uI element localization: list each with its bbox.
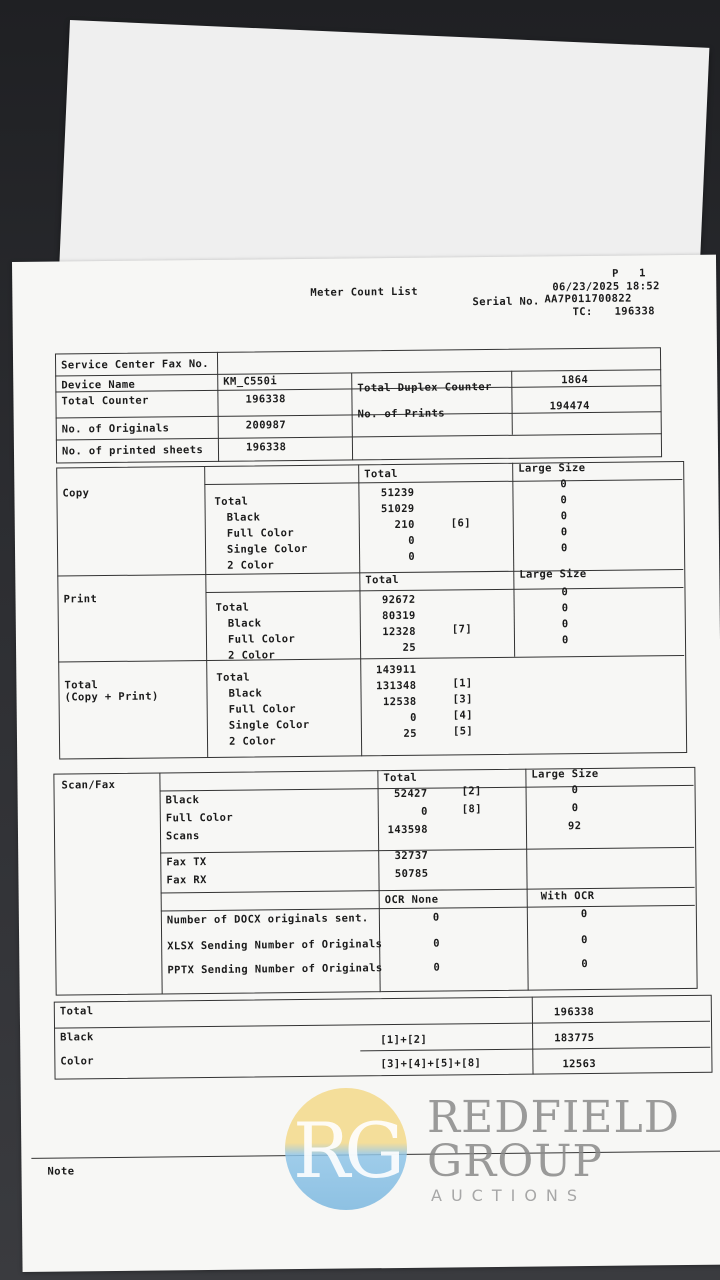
copy-large-header: Large Size	[518, 462, 586, 475]
serial-value: AA7P011700822	[544, 292, 632, 306]
ocr-row-with: 0	[580, 908, 588, 921]
logo-line-1: REDFIELD	[427, 1092, 681, 1143]
scanfax-row-label: Scans	[165, 830, 200, 843]
scanfax-total-header: Total	[383, 771, 418, 785]
total-row-label: Black	[228, 687, 263, 700]
print-row-label: Full Color	[227, 633, 296, 646]
fax-row-value: 50785	[394, 867, 429, 881]
copy-row-large: 0	[560, 494, 568, 507]
grand-total-label: Total	[59, 1005, 94, 1018]
scanfax-row-large: 92	[567, 820, 582, 833]
fax-row-label: Fax TX	[166, 855, 207, 869]
copy-row-value: 0	[408, 534, 416, 547]
copy-row-value: 51029	[380, 502, 415, 516]
with-ocr-header: With OCR	[540, 889, 595, 903]
grand-total-value: 196338	[553, 1005, 595, 1019]
total-row-value: 12538	[382, 695, 417, 709]
print-row-ref: [7]	[451, 623, 473, 636]
ocr-row-with: 0	[581, 958, 589, 971]
print-large-header: Large Size	[519, 568, 587, 581]
scanfax-row-value: 143598	[387, 823, 429, 837]
total-row-label: 2 Color	[228, 735, 277, 748]
printed-sheets-value: 196338	[245, 441, 287, 454]
copy-row-value: 0	[408, 550, 416, 563]
copy-row-ref: [6]	[450, 517, 471, 530]
total-row-label: Total	[216, 671, 251, 684]
scanfax-row-large: 0	[571, 784, 579, 797]
print-row-label: Total	[215, 601, 250, 614]
scanfax-row-value: 0	[420, 805, 428, 818]
print-total-header: Total	[365, 573, 400, 587]
tc-value: 196338	[614, 305, 655, 318]
total-copy-print-sublabel: (Copy + Print)	[64, 690, 159, 704]
total-row-ref: [3]	[452, 693, 473, 706]
copy-row-label: Total	[214, 495, 249, 508]
redfield-group-watermark	[285, 1088, 720, 1218]
print-row-value: 80319	[382, 609, 416, 623]
total-row-value: 0	[409, 711, 417, 724]
ocr-row-label: Number of DOCX originals sent.	[166, 912, 369, 927]
originals-value: 200987	[245, 419, 287, 432]
device-name-value: KM_C550i	[223, 375, 278, 388]
page-number: P 1	[612, 267, 646, 280]
prints-label: No. of Prints	[357, 407, 446, 421]
total-row-ref: [1]	[452, 677, 473, 690]
logo-initials: RG	[293, 1106, 399, 1195]
copy-row-large: 0	[560, 510, 568, 523]
ocr-row-label: XLSX Sending Number of Originals	[167, 938, 383, 953]
scanfax-row-label: Black	[165, 794, 200, 807]
print-row-label: 2 Color	[228, 649, 276, 662]
originals-label: No. of Originals	[61, 422, 170, 436]
scanfax-row-value: 52427	[393, 787, 428, 801]
total-row-label: Full Color	[228, 703, 296, 716]
scanfax-row-label: Full Color	[165, 811, 234, 825]
print-row-value: 92672	[381, 593, 416, 607]
print-row-large: 0	[561, 634, 569, 647]
grand-black-formula: [1]+[2]	[380, 1033, 428, 1047]
print-label: Print	[63, 593, 98, 606]
ocr-row-none: 0	[432, 911, 440, 924]
print-row-large: 0	[561, 602, 569, 615]
service-fax-label: Service Center Fax No.	[61, 357, 210, 372]
total-row-ref: [4]	[452, 709, 474, 722]
copy-row-label: Black	[226, 511, 261, 524]
report-datetime: 06/23/2025 18:52	[552, 280, 660, 294]
scanfax-row-ref: [8]	[461, 803, 482, 816]
report-title: Meter Count List	[310, 285, 418, 299]
print-row-large: 0	[561, 618, 569, 631]
copy-total-header: Total	[364, 467, 398, 481]
total-counter-label: Total Counter	[61, 394, 149, 408]
prints-value: 194474	[549, 399, 590, 413]
print-row-value: 25	[402, 641, 417, 654]
grand-black-label: Black	[60, 1031, 94, 1044]
total-row-label: Single Color	[228, 718, 310, 732]
tc-label: TC:	[572, 305, 593, 319]
device-name-label: Device Name	[61, 378, 136, 392]
ocr-row-none: 0	[433, 937, 440, 950]
total-row-value: 25	[403, 727, 418, 740]
serial-label: Serial No.	[472, 295, 540, 309]
ocr-none-header: OCR None	[384, 893, 439, 907]
copy-row-large: 0	[560, 526, 568, 539]
total-counter-value: 196338	[245, 393, 286, 406]
grand-black-value: 183775	[554, 1031, 595, 1045]
fax-row-value: 32737	[394, 849, 429, 863]
copy-row-value: 210	[394, 518, 415, 532]
total-row-value: 143911	[375, 663, 417, 677]
print-row-label: Black	[227, 617, 262, 630]
grand-color-label: Color	[60, 1055, 95, 1068]
fax-row-label: Fax RX	[166, 873, 207, 887]
copy-row-large: 0	[560, 478, 568, 491]
total-copy-print-label: Total	[64, 679, 99, 692]
scanfax-label: Scan/Fax	[61, 778, 116, 792]
copy-row-large: 0	[560, 542, 568, 555]
scanfax-row-ref: [2]	[461, 785, 482, 798]
logo-line-3: AUCTIONS	[431, 1186, 587, 1205]
printed-sheets-label: No. of printed sheets	[61, 444, 204, 458]
copy-row-value: 51239	[380, 486, 415, 500]
grand-color-formula: [3]+[4]+[5]+[8]	[380, 1057, 482, 1071]
total-row-ref: [5]	[452, 725, 474, 738]
copy-row-label: 2 Color	[227, 559, 275, 572]
ocr-row-none: 0	[433, 961, 441, 974]
scanfax-row-large: 0	[571, 802, 579, 815]
duplex-label: Total Duplex Counter	[357, 380, 492, 395]
ocr-row-with: 0	[581, 934, 588, 947]
scanfax-large-header: Large Size	[531, 767, 599, 781]
logo-line-2: GROUP	[427, 1136, 604, 1187]
note-label: Note	[47, 1165, 75, 1178]
grand-color-value: 12563	[562, 1057, 597, 1071]
print-row-large: 0	[561, 586, 569, 599]
total-row-value: 131348	[376, 679, 417, 693]
print-row-value: 12328	[382, 625, 416, 639]
copy-row-label: Full Color	[226, 527, 295, 540]
duplex-value: 1864	[561, 373, 589, 387]
ocr-row-label: PPTX Sending Number of Originals	[167, 962, 383, 977]
copy-label: Copy	[62, 487, 90, 500]
copy-row-label: Single Color	[226, 542, 308, 556]
